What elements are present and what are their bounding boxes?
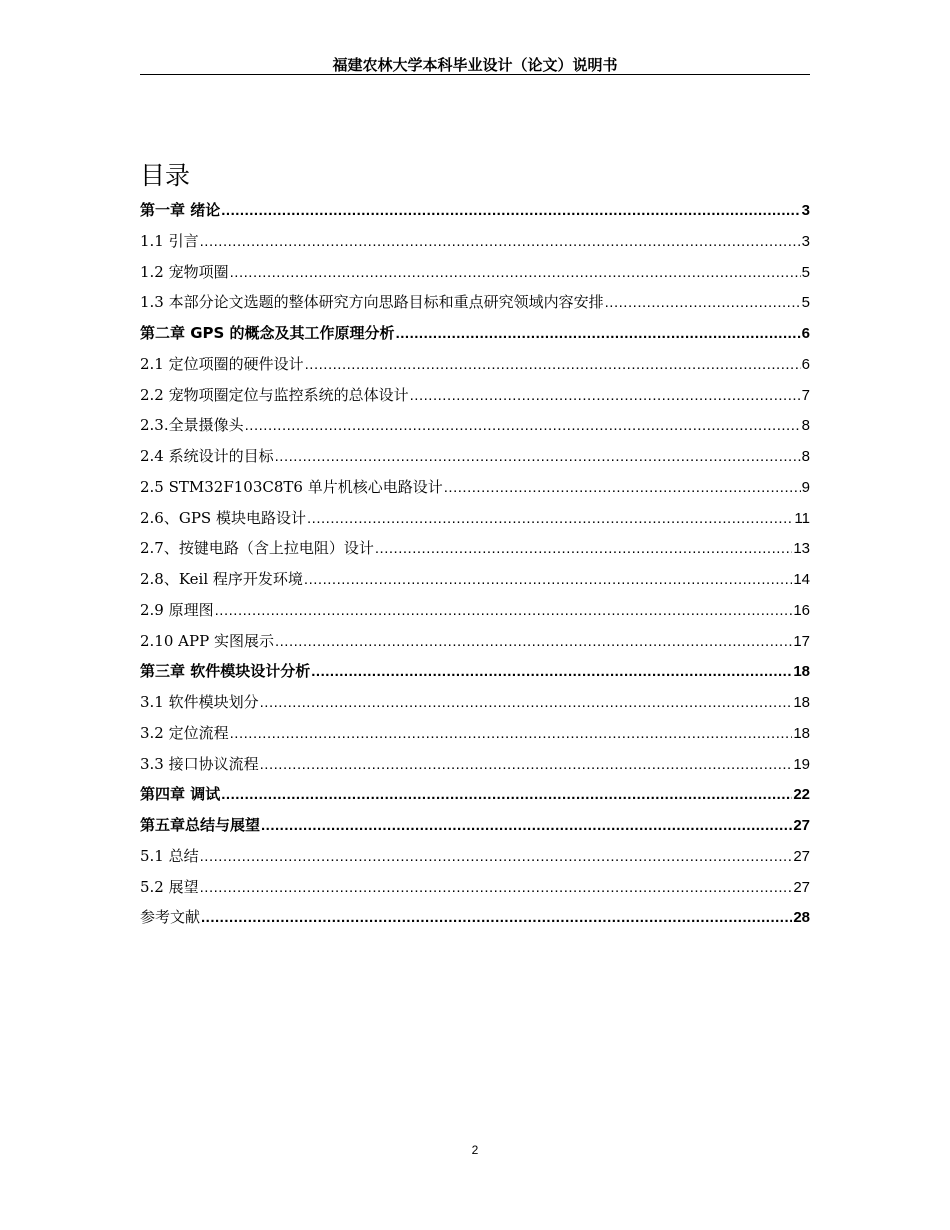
toc-entry-page: 19 — [793, 755, 810, 773]
toc-entry[interactable] — [140, 872, 810, 903]
toc-dot-leader — [201, 903, 792, 933]
toc-entry-label: 2.1 定位项圈的硬件设计 — [140, 354, 304, 373]
toc-dot-leader — [260, 688, 793, 718]
toc-entry-label: 2.6、GPS 模块电路设计 — [140, 508, 306, 527]
toc-entry-page: 14 — [793, 571, 810, 588]
toc-entry-label: 第二章 GPS 的概念及其工作原理分析 — [140, 324, 395, 342]
toc-dot-leader — [605, 288, 801, 318]
toc-entry-label: 2.5 STM32F103C8T6 单片机核心电路设计 — [140, 477, 443, 496]
toc-dot-leader — [275, 627, 792, 657]
toc-entry-page: 3 — [801, 232, 810, 250]
toc-dot-leader — [305, 350, 801, 380]
toc-dot-leader — [221, 780, 792, 810]
toc-entry-page: 27 — [793, 878, 810, 896]
toc-entry[interactable] — [140, 410, 810, 441]
toc-entry[interactable] — [140, 533, 810, 564]
toc-entry-page: 18 — [793, 724, 810, 742]
toc-entry[interactable] — [140, 226, 810, 257]
toc-dot-leader — [200, 227, 801, 257]
toc-dot-leader — [275, 442, 801, 472]
toc-entry-page: 17 — [793, 632, 810, 650]
toc-entry-label: 第一章 绪论 — [140, 201, 221, 219]
toc-entry-label: 2.4 系统设计的目标 — [140, 447, 274, 465]
toc-entry-page: 3 — [801, 202, 810, 219]
toc-dot-leader — [200, 873, 793, 903]
toc-dot-leader — [396, 319, 801, 349]
toc-entry-page: 8 — [801, 448, 810, 465]
toc-title: 目录 — [140, 161, 191, 190]
page-number: 2 — [471, 1143, 479, 1157]
toc-dot-leader — [375, 534, 792, 564]
header-rule — [140, 74, 810, 75]
toc-entry-page: 7 — [801, 386, 810, 404]
toc-dot-leader — [230, 719, 793, 749]
toc-dot-leader — [307, 504, 793, 534]
toc-entry-page: 27 — [793, 817, 810, 834]
toc-dot-leader — [260, 750, 793, 780]
toc-entry-label: 2.3.全景摄像头 — [140, 416, 244, 435]
toc-entry-page: 5 — [801, 294, 810, 312]
toc-entry-label: 第四章 调试 — [140, 785, 221, 804]
toc-dot-leader — [311, 657, 792, 687]
toc-entry-page: 6 — [801, 325, 810, 342]
toc-entry-label: 3.3 接口协议流程 — [140, 754, 259, 773]
toc-entry[interactable] — [140, 902, 810, 933]
toc-entry-label: 1.3 本部分论文选题的整体研究方向思路目标和重点研究领域内容安排 — [140, 293, 604, 312]
toc-entry[interactable] — [140, 810, 810, 841]
toc-entry-label: 第三章 软件模块设计分析 — [140, 662, 311, 681]
toc-dot-leader — [245, 411, 801, 441]
toc-entry-label: 2.2 宠物项圈定位与监控系统的总体设计 — [140, 385, 409, 404]
toc-entry-page: 27 — [793, 847, 810, 865]
toc-dot-leader — [304, 565, 792, 595]
toc-dot-leader — [261, 811, 792, 841]
toc-entry-label: 2.8、Keil 程序开发环境 — [140, 570, 303, 588]
toc-entry[interactable] — [140, 318, 810, 349]
toc-dot-leader — [215, 596, 793, 626]
toc-entry[interactable] — [140, 380, 810, 411]
toc-dot-leader — [444, 473, 801, 503]
toc-entry-label: 3.1 软件模块划分 — [140, 693, 259, 711]
toc-entry-label: 5.1 总结 — [140, 846, 199, 865]
toc-entry[interactable] — [140, 441, 810, 472]
toc-entry[interactable] — [140, 718, 810, 749]
toc-entry[interactable] — [140, 687, 810, 718]
toc-entry[interactable] — [140, 595, 810, 626]
toc-entry-page: 22 — [793, 786, 810, 804]
toc-entry-label: 3.2 定位流程 — [140, 723, 229, 742]
toc-entry-label: 参考文献 — [140, 908, 201, 927]
toc-entry-page: 18 — [793, 694, 810, 711]
toc-dot-leader — [200, 842, 793, 872]
page-header: 福建农林大学本科毕业设计（论文）说明书 — [332, 56, 618, 74]
toc-entry-label: 2.10 APP 实图展示 — [140, 631, 274, 650]
toc-entry-label: 5.2 展望 — [140, 877, 199, 896]
toc-entry-page: 9 — [801, 478, 810, 496]
toc-entry[interactable] — [140, 503, 810, 534]
toc-entry[interactable] — [140, 779, 810, 810]
toc-entry[interactable] — [140, 472, 810, 503]
toc-entry[interactable] — [140, 749, 810, 780]
toc-entry-page: 18 — [793, 663, 810, 681]
toc-entry[interactable] — [140, 656, 810, 687]
toc-entry[interactable] — [140, 349, 810, 380]
toc-entry-label: 第五章总结与展望 — [140, 816, 261, 834]
toc-entry[interactable] — [140, 195, 810, 226]
toc-dot-leader — [410, 381, 801, 411]
toc-dot-leader — [221, 196, 800, 226]
toc-entry-page: 5 — [801, 263, 810, 281]
toc-dot-leader — [230, 258, 801, 288]
toc-entry-page: 28 — [793, 909, 810, 927]
toc-entry[interactable] — [140, 564, 810, 595]
toc-entry[interactable] — [140, 841, 810, 872]
toc-entry-page: 11 — [794, 509, 810, 527]
toc-entry[interactable] — [140, 287, 810, 318]
toc-entry-page: 13 — [793, 540, 810, 558]
table-of-contents — [140, 195, 810, 933]
toc-entry[interactable] — [140, 626, 810, 657]
toc-entry-label: 1.1 引言 — [140, 231, 199, 250]
toc-entry[interactable] — [140, 257, 810, 288]
toc-entry-page: 16 — [793, 601, 810, 619]
toc-entry-page: 8 — [801, 417, 810, 435]
toc-entry-label: 2.7、按键电路（含上拉电阻）设计 — [140, 539, 374, 558]
toc-entry-label: 1.2 宠物项圈 — [140, 262, 229, 281]
toc-entry-label: 2.9 原理图 — [140, 600, 214, 619]
toc-entry-page: 6 — [801, 355, 810, 373]
